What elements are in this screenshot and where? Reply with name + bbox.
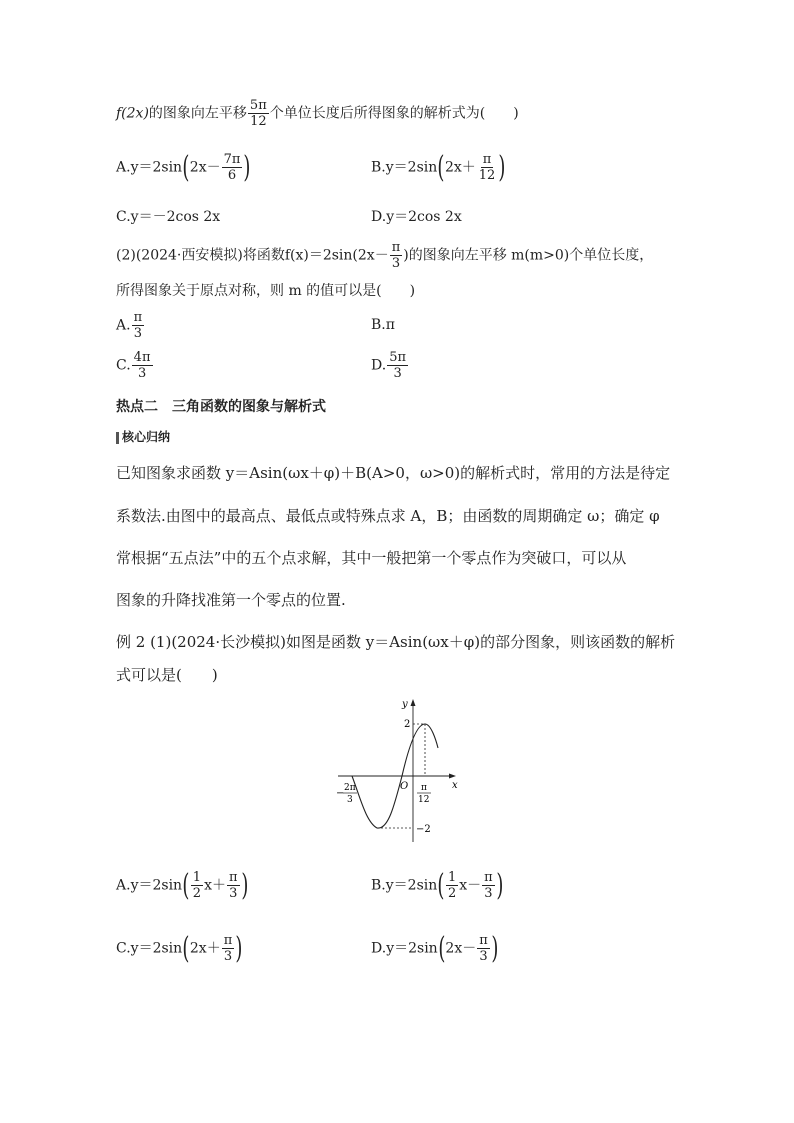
q1-option-b-num: π	[482, 152, 492, 167]
q1-option-d[interactable]	[371, 206, 462, 226]
q1-option-c-text: y＝－2cos 2x	[130, 209, 221, 225]
example-line-2: 式可以是( )	[116, 666, 218, 684]
ex-option-a-coef	[191, 870, 203, 901]
q1-option-b-fraction	[477, 152, 498, 183]
q1-stem	[116, 98, 519, 129]
ex-option-c-num: π	[223, 933, 233, 948]
left-paren: (	[438, 930, 446, 966]
q2-stem-line2: 所得图象关于原点对称，则 m 的值可以是( )	[116, 283, 416, 299]
right-paren: )	[491, 930, 499, 966]
q2-option-c-fraction	[132, 350, 153, 381]
ex-option-a-fraction	[227, 870, 240, 901]
ex-option-a-cnum: 1	[192, 870, 202, 885]
left-paren: (	[437, 867, 445, 903]
origin-label: O	[400, 781, 409, 792]
q1-option-b-func: y＝2sin	[385, 159, 438, 176]
q2-option-d-fraction	[387, 350, 408, 381]
y-axis-arrow-icon	[411, 699, 416, 706]
x-axis-label: x	[452, 780, 458, 791]
right-paren: )	[498, 149, 506, 185]
y-min-label: −2	[416, 824, 431, 835]
q2-option-c-den: 3	[137, 366, 147, 381]
q2-option-c-label: C.	[116, 357, 131, 374]
ex-option-d[interactable]	[371, 930, 499, 966]
q1-shift-fraction	[248, 98, 269, 129]
q2-prefix: (2)(2024·西安模拟)将函数	[116, 247, 285, 264]
left-paren: (	[182, 149, 190, 185]
section-tag	[116, 428, 170, 445]
ex-option-a-den: 3	[229, 886, 238, 901]
q2-option-a-den: 3	[133, 326, 142, 341]
ex-option-a-label: A.	[116, 877, 131, 894]
right-paren: )	[243, 149, 251, 185]
q1-shift-den: 12	[250, 114, 267, 129]
ex-option-c-fraction	[222, 933, 235, 964]
section-line-3: 常根据“五点法”中的五个点求解，其中一般把第一个零点作为突破口，可以从	[116, 549, 627, 567]
tag-bar	[116, 432, 119, 444]
q2-option-d[interactable]	[371, 350, 409, 381]
ex-option-d-den: 3	[479, 949, 488, 964]
left-paren: (	[437, 149, 445, 185]
ex-option-d-num: π	[479, 933, 488, 948]
q2-function: f(x)＝2sin(2x－	[284, 247, 389, 264]
q1-option-a-num: 7π	[223, 152, 241, 167]
ex-option-c-func: y＝2sin	[130, 940, 183, 957]
q2-fraction	[390, 240, 403, 271]
q1-option-a-fraction	[222, 152, 243, 183]
ex-option-b-cnum: 1	[447, 870, 457, 885]
q2-option-d-label: D.	[371, 357, 387, 374]
q2-option-a[interactable]	[116, 310, 145, 341]
q1-option-b-den: 12	[478, 168, 496, 183]
ex-option-a-func: y＝2sin	[130, 877, 183, 894]
ex-option-d-fraction	[477, 933, 490, 964]
x-axis-arrow-icon	[449, 774, 456, 779]
q1-option-b-label: B.	[371, 159, 386, 176]
ex-option-b-coef	[446, 870, 458, 901]
q1-option-b-inner: 2x＋	[444, 159, 476, 176]
q1-option-c-label: C.	[116, 209, 131, 225]
q2-option-c-num: 4π	[133, 350, 151, 365]
ex-option-a-cden: 2	[192, 886, 202, 901]
q1-option-b[interactable]	[371, 149, 506, 185]
ex-option-b-func: y＝2sin	[385, 877, 438, 894]
ex-option-a-mid: x＋	[204, 877, 226, 894]
ex-option-d-inner: 2x－	[445, 940, 477, 957]
section-tag-label: 核心归纳	[122, 430, 171, 444]
q1-option-a-inner: 2x－	[189, 159, 221, 176]
q2-option-a-label: A.	[116, 317, 131, 334]
right-paren: )	[235, 930, 243, 966]
q1-option-c[interactable]	[116, 206, 220, 226]
right-paren: )	[496, 867, 504, 903]
ex-option-b-label: B.	[371, 877, 386, 894]
ex-option-c-inner: 2x＋	[189, 940, 221, 957]
ex-option-b[interactable]	[371, 867, 504, 903]
q1-stem-suffix: 个单位长度后所得图象的解析式为( )	[269, 105, 519, 122]
q2-den: 3	[391, 256, 401, 271]
ex-option-a-num: π	[228, 870, 238, 885]
q1-option-d-label: D.	[371, 209, 387, 225]
pos-tick-den: 12	[418, 795, 430, 805]
right-paren: )	[240, 867, 248, 903]
section-title: 热点二 三角函数的图象与解析式	[116, 399, 326, 415]
section-line-1: 已知图象求函数 y＝Asin(ωx＋φ)＋B(A>0，ω>0)的解析式时，常用的方法是待定	[116, 464, 671, 482]
q2-option-b-label: B.	[371, 317, 386, 333]
q2-option-b-text: π	[385, 317, 395, 333]
q2-suffix: )的图象向左平移 m(m>0)个单位长度，	[403, 247, 654, 264]
q1-option-a-func: y＝2sin	[130, 159, 183, 176]
ex-option-c-label: C.	[116, 940, 131, 957]
q2-option-d-den: 3	[393, 366, 402, 381]
q2-option-d-num: 5π	[389, 350, 407, 365]
ex-option-c-den: 3	[223, 949, 233, 964]
ex-option-b-num: π	[484, 870, 493, 885]
q1-stem-function: f(2x)	[116, 105, 149, 122]
section-line-2: 系数法.由图中的最高点、最低点或特殊点求 A，B；由函数的周期确定 ω；确定 φ	[116, 507, 660, 525]
q1-option-d-text: y＝2cos 2x	[386, 209, 462, 225]
q2-option-a-num: π	[133, 310, 143, 325]
q1-option-a-den: 6	[227, 168, 237, 183]
ex-option-d-func: y＝2sin	[386, 940, 438, 957]
ex-option-b-cden: 2	[447, 886, 457, 901]
pos-tick-num: π	[421, 783, 427, 793]
ex-option-a[interactable]	[116, 867, 248, 903]
neg-tick-sign: −	[336, 788, 345, 799]
q2-num: π	[391, 240, 401, 255]
section-line-4: 图象的升降找准第一个零点的位置.	[116, 591, 346, 609]
q1-shift-num: 5π	[249, 98, 267, 113]
example-line-1: 例 2 (1)(2024·长沙模拟)如图是函数 y＝Asin(ωx＋φ)的部分图象，则该函数的解析	[116, 633, 676, 651]
q2-option-c[interactable]	[116, 350, 154, 381]
q2-option-a-fraction	[132, 310, 145, 341]
ex-option-b-den: 3	[484, 886, 493, 901]
ex-option-b-fraction	[482, 870, 495, 901]
left-paren: (	[182, 867, 190, 903]
neg-tick-num: 2π	[344, 783, 356, 793]
q2-option-b[interactable]	[371, 317, 395, 333]
y-axis-label: y	[402, 699, 408, 710]
neg-tick-den: 3	[347, 795, 353, 805]
y-max-label: 2	[404, 719, 411, 730]
ex-option-c[interactable]	[116, 930, 243, 966]
q1-option-a-label: A.	[116, 159, 131, 176]
ex-option-d-label: D.	[371, 940, 387, 957]
q2-stem-line1	[116, 240, 653, 271]
q1-stem-mid: 的图象向左平移	[148, 105, 247, 122]
q1-option-a[interactable]	[116, 149, 251, 185]
ex-option-b-mid: x－	[459, 877, 482, 894]
sine-graph	[330, 692, 470, 847]
left-paren: (	[182, 930, 190, 966]
